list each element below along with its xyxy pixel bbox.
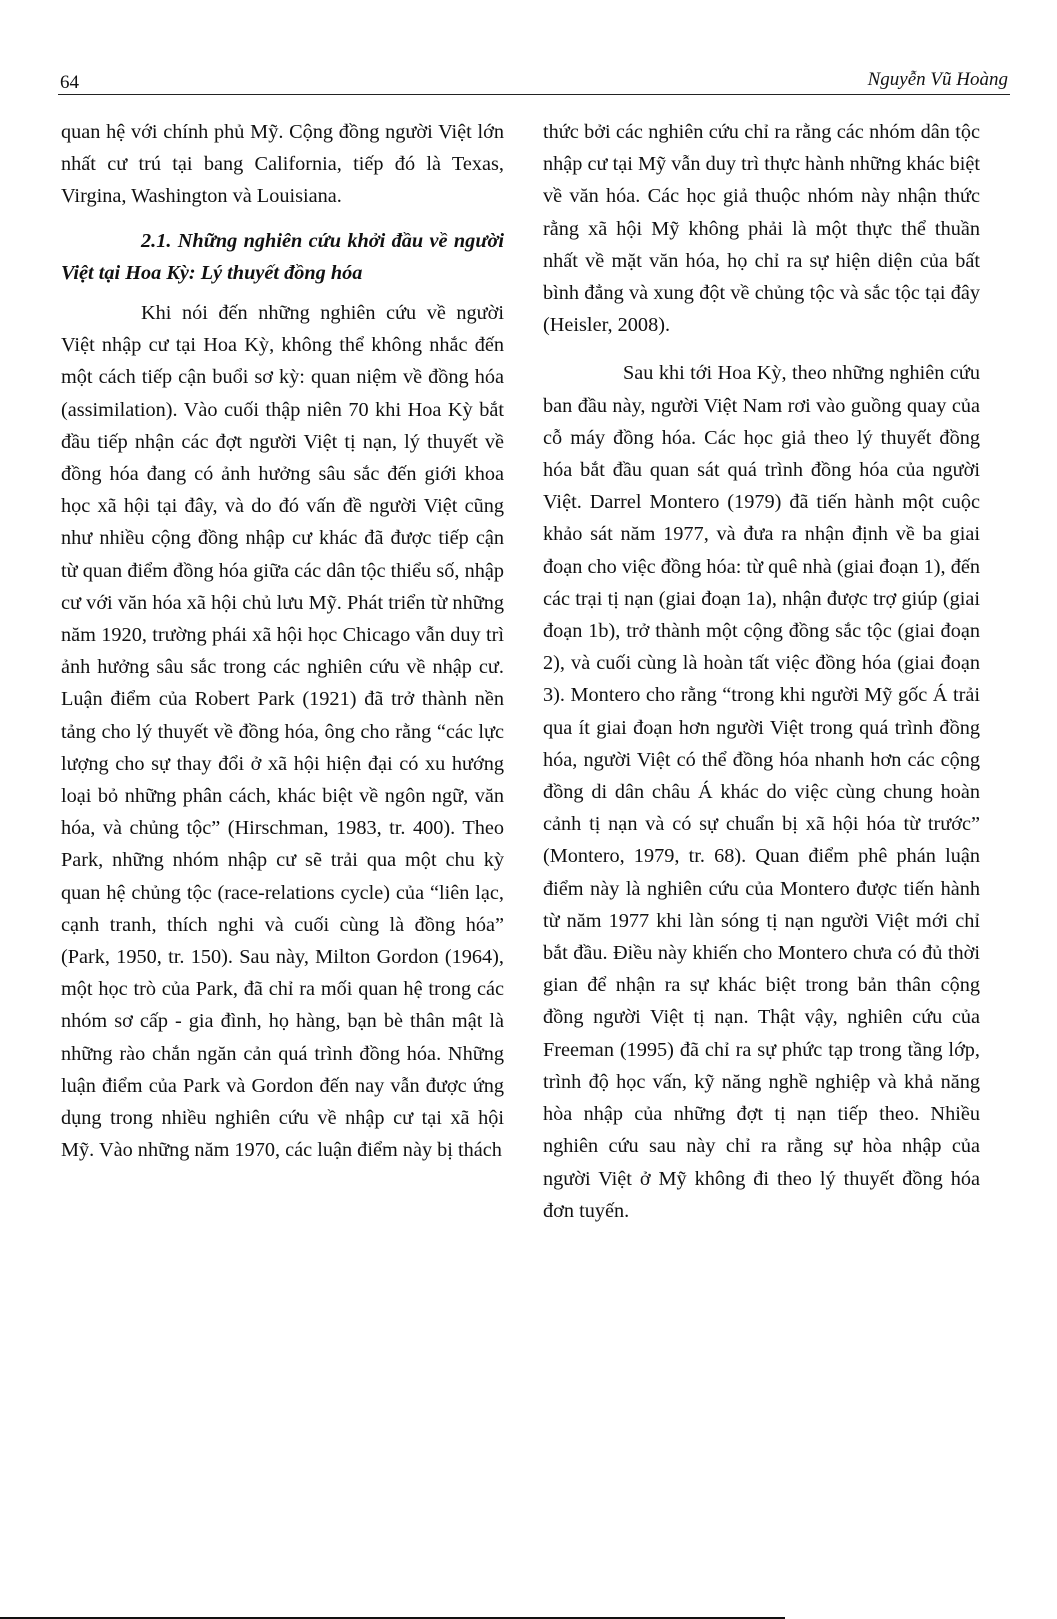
body-paragraph: Sau khi tới Hoa Kỳ, theo những nghiên cứu ban đầu này, người Việt Nam rơi vào guồng quay của cỗ máy đồng hóa. Các học giả theo lý thuyết đồng hóa bắt đầu quan sát quá trình đồng hóa của người Việt. Darrel Montero (1979) đã tiến hành một cuộc khảo sát năm 1977, và đưa ra nhận định về ba giai đoạn cho việc đồng hóa: từ quê nhà (giai đoạn 1), đến các trại tị nạn (giai đoạn 1a), nhận được trợ giúp (giai đoạn 1b), trở thành một cộng đồng sắc tộc (giai đoạn 2), và cuối cùng là hoàn tất việc đồng hóa (giai đoạn 3). Montero cho rằng “trong khi người Mỹ gốc Á trải qua ít giai đoạn hơn người Việt trong quá trình đồng hóa, người Việt có thể đồng hóa nhanh hơn các cộng đồng di dân châu Á khác do việc cùng chung hoàn cảnh tị nạn và có sự chuẩn bị xã hội hóa từ trước” (Montero, 1979, tr. 68). Quan điểm phê phán luận điểm này là nghiên cứu của Montero được tiến hành từ năm 1977 khi làn sóng tị nạn người Việt mới chỉ bắt đầu. Điều này khiến cho Montero chưa có đủ thời gian để nhận ra sự khác biệt trong bản thân cộng đồng người Việt tị nạn. Thật vậy, nghiên cứu của Freeman (1995) đã chỉ ra sự phức tạp trong tầng lớp, trình độ học vấn, kỹ năng nghề nghiệp và khả năng hòa nhập của những đợt tị nạn tiếp theo. Nhiều nghiên cứu sau này chỉ ra rằng sự hòa nhập của người Việt ở Mỹ không đi theo lý thuyết đồng hóa đơn tuyến. [543,362,980,1222]
page-header [58,60,1010,95]
running-head-author: Nguyễn Vũ Hoàng [867,69,1008,90]
intro-paragraph: quan hệ với chính phủ Mỹ. Cộng đồng người Việt lớn nhất cư trú tại bang California, tiếp đó là Texas, Virgina, Washington và Louisiana. [61,121,504,208]
body-paragraph: Khi nói đến những nghiên cứu về người Việt nhập cư tại Hoa Kỳ, không thể không nhắc đến một cách tiếp cận buổi sơ kỳ: quan niệm về đồng hóa (assimilation). Vào cuối thập niên 70 khi Hoa Kỳ bắt đầu tiếp nhận các đợt người Việt tị nạn, lý thuyết về đồng hóa đang có ảnh hưởng sâu sắc đến giới khoa học xã hội tại đây, và do đó vấn đề người Việt cũng như nhiều cộng đồng nhập cư khác đã được tiếp cận từ quan điểm đồng hóa giữa các dân tộc thiểu số, nhập cư với văn hóa xã hội chủ lưu Mỹ. Phát triển từ những năm 1920, trường phái xã hội học Chicago vẫn duy trì ảnh hưởng sâu sắc trong các nghiên cứu về nhập cư. Luận điểm của Robert Park (1921) đã trở thành nền tảng cho lý thuyết về đồng hóa, ông cho rằng “các lực lượng cho sự thay đổi ở xã hội hiện đại có xu hướng loại bỏ những phân cách, khác biệt về ngôn ngữ, văn hóa, và chủng tộc” (Hirschman, 1983, tr. 400). Theo Park, những nhóm nhập cư sẽ trải qua một chu kỳ quan hệ chủng tộc (race-relations cycle) của “liên lạc, cạnh tranh, thích nghi và cuối cùng là đồng hóa” (Park, 1950, tr. 150). Sau này, Milton Gordon (1964), một học trò của Park, đã chỉ ra mối quan hệ trong các nhóm sơ cấp - gia đình, họ hàng, bạn bè thân mật là những rào chắn ngăn cản quá trình đồng hóa. Những luận điểm của Park và Gordon đến nay vẫn được ứng dụng trong nhiều nghiên cứu về nhập cư tại xã hội Mỹ. Vào những năm 1970, các luận điểm này bị thách [61,302,504,1162]
paragraph-gap [543,341,980,357]
continuation-paragraph: thức bởi các nghiên cứu chỉ ra rằng các nhóm dân tộc nhập cư tại Mỹ vẫn duy trì thực hành những khác biệt về văn hóa. Các học giả thuộc nhóm này nhận thức rằng xã hội Mỹ không phải là một thực thể thuần nhất về mặt văn hóa, họ chỉ ra sự hiện diện của bất bình đẳng và xung đột về chủng tộc và sắc tộc tại đây (Heisler, 2008). [543,121,980,337]
right-column [543,116,980,1227]
section-heading: 2.1. Những nghiên cứu khởi đầu về người Việt tại Hoa Kỳ: Lý thuyết đồng hóa [61,229,504,284]
left-column [61,116,504,1167]
page-number: 64 [60,72,79,93]
